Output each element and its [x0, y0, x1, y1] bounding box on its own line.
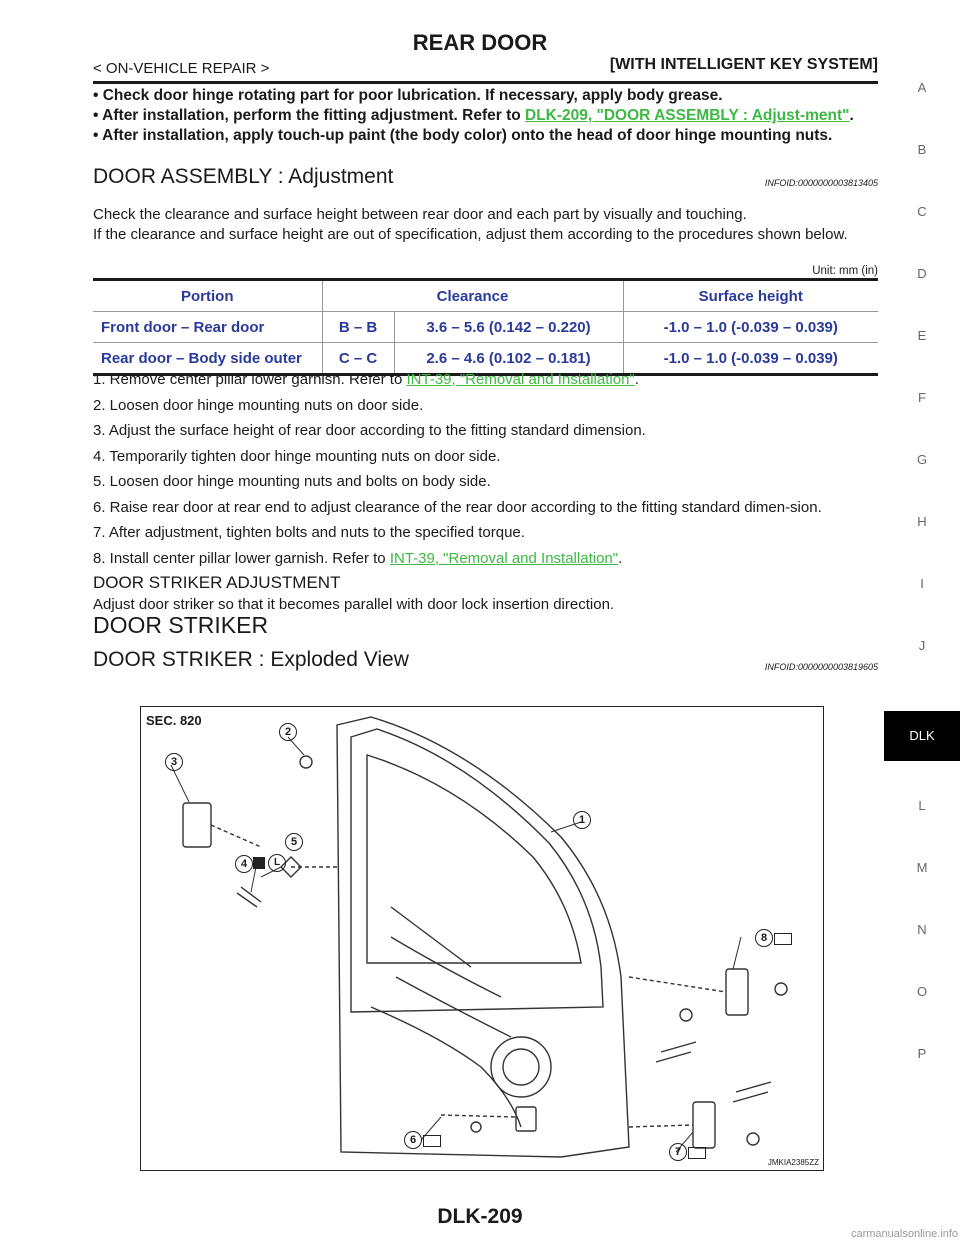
section-title-door-assembly-adjustment: DOOR ASSEMBLY : Adjustment: [93, 165, 394, 188]
door-panel-outline: [337, 717, 629, 1157]
hinge-nut: [747, 1133, 759, 1145]
figure-code: JMKIA2385ZZ: [767, 1158, 819, 1167]
index-l[interactable]: L: [918, 798, 926, 813]
procedure-steps: [93, 370, 878, 574]
step-item: 8. Install center pillar lower garnish. Refer to INT-39, "Removal and Installation".: [93, 549, 623, 567]
torque-spec-icon: [774, 933, 792, 945]
paragraph: Adjust door striker so that it becomes parallel with door lock insertion direction.: [93, 596, 615, 613]
door-glass-opening: [367, 755, 581, 963]
header-variant-label: [WITH INTELLIGENT KEY SYSTEM]: [609, 56, 878, 73]
subsection-title-door-striker-adjustment: DOOR STRIKER ADJUSTMENT: [93, 573, 341, 592]
paragraph: Check the clearance and surface height between rear door and each part by visually and touching. If the clearance and surface height are out of specification, adjust them according to the procedures shown below.: [93, 206, 848, 243]
leader-line: [441, 1115, 516, 1117]
callout-5: 5: [285, 833, 303, 851]
door-hinge-lower-right: [693, 1102, 715, 1148]
index-d[interactable]: D: [917, 266, 927, 281]
index-i[interactable]: I: [920, 576, 924, 591]
link-int-39[interactable]: INT-39, "Removal and Installation": [389, 549, 619, 567]
speaker-opening-inner: [503, 1049, 539, 1085]
unit-label: Unit: mm (in): [812, 265, 878, 277]
hinge-leader: [211, 825, 261, 847]
step-item: 2. Loosen door hinge mounting nuts on door side.: [93, 396, 424, 414]
callout-1: 1: [573, 811, 591, 829]
torque-spec-icon: [688, 1147, 706, 1159]
step-item: 1. Remove center pillar lower garnish. Refer to INT-39, "Removal and Installation".: [93, 371, 639, 388]
hinge-bolt: [733, 1082, 771, 1102]
note-item: • After installation, perform the fitting adjustment. Refer to DLK-209, "DOOR ASSEMBLY : Adjust-ment".: [93, 107, 854, 124]
step-item: 7. After adjustment, tighten bolts and nuts to the specified torque.: [93, 524, 525, 541]
hinge-bolt: [237, 887, 261, 907]
hinge-nut: [775, 983, 787, 995]
step-item: 4. Temporarily tighten door hinge mounting nuts on door side.: [93, 447, 501, 465]
link-int-39[interactable]: INT-39, "Removal and Installation": [406, 371, 635, 388]
step-item: 6. Raise rear door at rear end to adjust clearance of the rear door according to the fitting standard dimen-sion.: [93, 498, 822, 516]
note-item: • After installation, apply touch-up paint (the body color) onto the head of door hinge mounting nuts.: [93, 127, 833, 144]
callout-8: 8: [755, 929, 773, 947]
index-dlk-active[interactable]: DLK: [884, 711, 960, 761]
notes-list: [93, 86, 878, 146]
hinge-nut: [680, 1009, 692, 1021]
section-title-door-striker: DOOR STRIKER: [93, 612, 269, 638]
index-n[interactable]: N: [917, 922, 927, 937]
exploded-view-figure: [140, 706, 824, 1171]
callout-7: 7: [669, 1143, 687, 1161]
header-rule: [93, 81, 878, 84]
index-p[interactable]: P: [917, 1046, 927, 1061]
index-o[interactable]: O: [916, 984, 928, 999]
table-row: Rear door – Body side outer C – C 2.6 – 4.6 (0.102 – 0.181) -1.0 – 1.0 (-0.039 – 0.039): [93, 343, 878, 375]
door-hinge-upper-right: [726, 969, 748, 1015]
door-inner-ribs: [391, 907, 511, 1037]
page-title: REAR DOOR: [412, 30, 548, 55]
leader-line: [629, 977, 726, 992]
info-id: INFOID:0000000003813405: [764, 178, 878, 188]
header-section-label: < ON-VEHICLE REPAIR >: [93, 60, 270, 77]
table-row: Front door – Rear door B – B 3.6 – 5.6 (0.142 – 0.220) -1.0 – 1.0 (-0.039 – 0.039): [93, 312, 878, 343]
speaker-opening: [491, 1037, 551, 1097]
hinge-bolt: [656, 1042, 696, 1062]
section-number-label: SEC. 820: [146, 713, 202, 728]
callout-6: 6: [404, 1131, 422, 1149]
door-inner-contour: [371, 1007, 521, 1127]
step-item: 3. Adjust the surface height of rear door according to the fitting standard dimension.: [93, 422, 646, 439]
col-surface-height: Surface height: [623, 280, 878, 312]
col-clearance: Clearance: [322, 280, 623, 312]
exploded-view-drawing: [141, 707, 823, 1170]
spec-table: [93, 278, 878, 376]
callout-3: 3: [165, 753, 183, 771]
door-window-frame: [351, 729, 603, 1012]
index-h[interactable]: H: [917, 514, 927, 529]
link-door-assembly-adjustment[interactable]: DLK-209, "DOOR ASSEMBLY : Adjust-ment": [525, 107, 850, 124]
step-item: 5. Loosen door hinge mounting nuts and bolts on body side.: [93, 473, 491, 490]
page-number: DLK-209: [437, 1205, 523, 1228]
lubricant-symbol-l: L: [268, 854, 286, 872]
index-m[interactable]: M: [916, 860, 928, 875]
col-portion: Portion: [93, 280, 322, 312]
torque-spec-icon: [423, 1135, 441, 1147]
torque-wrench-icon: [253, 857, 265, 869]
door-striker: [516, 1107, 536, 1131]
door-check-stopper: [300, 756, 312, 768]
index-j[interactable]: J: [918, 638, 926, 653]
leader-line: [629, 1125, 693, 1127]
info-id: INFOID:0000000003819605: [764, 662, 878, 672]
index-g[interactable]: G: [916, 452, 928, 467]
table-header-row: [93, 280, 878, 312]
note-item: • Check door hinge rotating part for poor lubrication. If necessary, apply body grease.: [93, 87, 723, 104]
callout-2: 2: [279, 723, 297, 741]
door-hinge-upper-left: [183, 803, 211, 847]
callout-4: 4: [235, 855, 253, 873]
index-f[interactable]: F: [918, 390, 926, 405]
index-c[interactable]: C: [917, 204, 927, 219]
index-b[interactable]: B: [917, 142, 927, 157]
index-e[interactable]: E: [917, 328, 927, 343]
section-title-door-striker-exploded-view: DOOR STRIKER : Exploded View: [93, 648, 409, 671]
index-a[interactable]: A: [917, 80, 927, 95]
striker-bolt: [471, 1122, 481, 1132]
watermark: carmanualsonline.info: [850, 1228, 958, 1240]
